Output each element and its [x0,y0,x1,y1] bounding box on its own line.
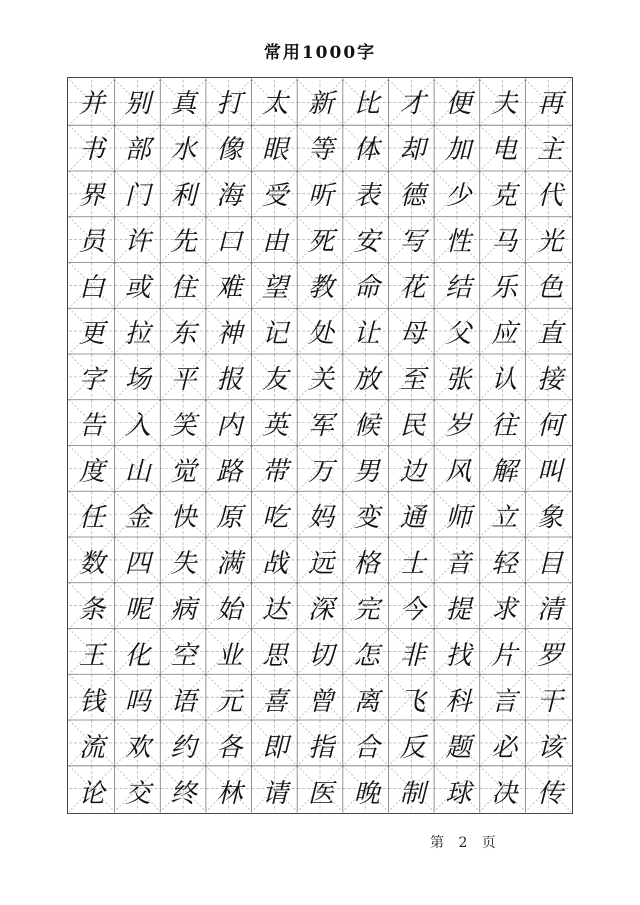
practice-grid-sheet [67,77,573,814]
character-cell: 飞 [399,686,426,717]
character-cell: 四 [124,548,151,579]
character-cell: 比 [353,89,380,120]
character-cell: 神 [216,319,243,350]
character-cell: 难 [216,273,243,304]
character-cell: 报 [216,365,243,396]
character-cell: 欢 [124,732,151,763]
character-cell: 反 [399,732,426,763]
character-cell: 内 [216,411,243,442]
character-cell: 吃 [262,502,289,533]
character-cell: 父 [445,319,472,350]
character-cell: 即 [262,732,289,763]
character-cell: 应 [491,319,518,350]
character-cell: 先 [170,227,197,258]
character-cell: 光 [537,227,564,258]
character-cell: 马 [491,227,518,258]
character-cell: 别 [124,89,151,120]
character-cell: 结 [445,273,472,304]
character-cell: 罗 [537,640,564,671]
character-cell: 叫 [537,456,564,487]
character-cell: 再 [537,89,564,120]
character-cell: 曾 [307,686,334,717]
character-cell: 论 [78,778,105,809]
character-cell: 请 [262,778,289,809]
character-cell: 完 [353,594,380,625]
character-cell: 便 [445,89,472,120]
character-cell: 受 [262,181,289,212]
character-cell: 业 [216,640,243,671]
character-cell: 元 [216,686,243,717]
character-cell: 门 [124,181,151,212]
character-cell: 由 [262,227,289,258]
character-cell: 员 [78,227,105,258]
character-cell: 路 [216,456,243,487]
character-cell: 通 [399,502,426,533]
character-cell: 新 [307,89,334,120]
character-cell: 士 [399,548,426,579]
character-cell: 男 [353,456,380,487]
character-cell: 让 [353,319,380,350]
character-cell: 决 [491,778,518,809]
character-cell: 妈 [307,502,334,533]
character-cell: 觉 [170,456,197,487]
character-cell: 教 [307,273,334,304]
character-cell: 医 [307,778,334,809]
character-cell: 始 [216,594,243,625]
character-cell: 接 [537,365,564,396]
character-cell: 打 [216,89,243,120]
character-cell: 音 [445,548,472,579]
character-cell: 找 [445,640,472,671]
character-cell: 更 [78,319,105,350]
character-cell: 至 [399,365,426,396]
character-cell: 死 [307,227,334,258]
character-cell: 目 [537,548,564,579]
character-cell: 许 [124,227,151,258]
character-cell: 度 [78,456,105,487]
character-cell: 钱 [78,686,105,717]
character-cell: 思 [262,640,289,671]
character-cell: 非 [399,640,426,671]
character-cell: 科 [445,686,472,717]
character-cell: 任 [78,502,105,533]
character-cell: 东 [170,319,197,350]
character-cell: 病 [170,594,197,625]
character-cell: 界 [78,181,105,212]
character-cell: 乐 [491,273,518,304]
character-cell: 命 [353,273,380,304]
character-cell: 拉 [124,319,151,350]
character-cell: 各 [216,732,243,763]
character-cell: 记 [262,319,289,350]
page-title: 常用1000字 [263,43,377,63]
character-cell: 望 [262,273,289,304]
character-cell: 才 [399,89,426,120]
character-cell: 带 [262,456,289,487]
character-cell: 岁 [445,411,472,442]
character-cell: 军 [307,411,334,442]
character-cell: 林 [216,778,243,809]
character-cell: 喜 [262,686,289,717]
character-cell: 原 [216,502,243,533]
character-cell: 听 [307,181,334,212]
character-cell: 题 [445,732,472,763]
character-cell: 言 [491,686,518,717]
character-cell: 今 [399,594,426,625]
character-cell: 关 [307,365,334,396]
character-cell: 指 [307,732,334,763]
character-cell: 变 [353,502,380,533]
character-cell: 终 [170,778,197,809]
character-cell: 达 [262,594,289,625]
character-cell: 电 [491,135,518,166]
character-cell: 平 [170,365,197,396]
character-cell: 金 [124,502,151,533]
character-cell: 放 [353,365,380,396]
character-cell: 山 [124,456,151,487]
character-cell: 求 [491,594,518,625]
character-cell: 张 [445,365,472,396]
character-cell: 满 [216,548,243,579]
character-cell: 太 [262,89,289,120]
character-cell: 主 [537,135,564,166]
character-cell: 口 [216,227,243,258]
character-cell: 性 [445,227,472,258]
character-cell: 深 [307,594,334,625]
character-cell: 加 [445,135,472,166]
character-cell: 该 [537,732,564,763]
character-cell: 往 [491,411,518,442]
character-cell: 清 [537,594,564,625]
character-cell: 合 [353,732,380,763]
character-cell: 王 [78,640,105,671]
character-cell: 立 [491,502,518,533]
character-cell: 干 [537,686,564,717]
character-cell: 晚 [353,778,380,809]
character-cell: 夫 [491,89,518,120]
character-cell: 表 [353,181,380,212]
character-cell: 解 [491,456,518,487]
character-cell: 入 [124,411,151,442]
character-cell: 制 [399,778,426,809]
character-cell: 克 [491,181,518,212]
character-cell: 何 [537,411,564,442]
character-cell: 色 [537,273,564,304]
character-cell: 水 [170,135,197,166]
character-cell: 英 [262,411,289,442]
character-cell: 却 [399,135,426,166]
character-cell: 球 [445,778,472,809]
character-cell: 或 [124,273,151,304]
character-cell: 切 [307,640,334,671]
character-cell: 条 [78,594,105,625]
character-cell: 流 [78,732,105,763]
character-cell: 直 [537,319,564,350]
page-number: 第 2 页 [430,835,496,851]
character-cell: 写 [399,227,426,258]
character-cell: 数 [78,548,105,579]
character-cell: 认 [491,365,518,396]
character-cell: 轻 [491,548,518,579]
character-cell: 远 [307,548,334,579]
character-cell: 象 [537,502,564,533]
character-cell: 白 [78,273,105,304]
character-cell: 空 [170,640,197,671]
character-cell: 化 [124,640,151,671]
character-cell: 吗 [124,686,151,717]
character-cell: 眼 [262,135,289,166]
character-cell: 片 [491,640,518,671]
character-cell: 海 [216,181,243,212]
character-cell: 师 [445,502,472,533]
character-cell: 交 [124,778,151,809]
character-cell: 传 [537,778,564,809]
character-cell: 战 [262,548,289,579]
character-cell: 书 [78,135,105,166]
character-cell: 民 [399,411,426,442]
character-cell: 并 [78,89,105,120]
character-cell: 格 [353,548,380,579]
character-cell: 字 [78,365,105,396]
character-cell: 部 [124,135,151,166]
character-cell: 代 [537,181,564,212]
character-cell: 场 [124,365,151,396]
character-cell: 花 [399,273,426,304]
character-cell: 离 [353,686,380,717]
character-cell: 万 [307,456,334,487]
character-cell: 安 [353,227,380,258]
character-cell: 像 [216,135,243,166]
character-cell: 处 [307,319,334,350]
character-cell: 约 [170,732,197,763]
character-cell: 失 [170,548,197,579]
character-cell: 利 [170,181,197,212]
character-cell: 母 [399,319,426,350]
character-cell: 语 [170,686,197,717]
character-cell: 边 [399,456,426,487]
character-cell: 等 [307,135,334,166]
character-cell: 友 [262,365,289,396]
character-cell: 候 [353,411,380,442]
character-cell: 风 [445,456,472,487]
character-cell: 怎 [353,640,380,671]
character-cell: 告 [78,411,105,442]
character-cell: 必 [491,732,518,763]
character-cell: 呢 [124,594,151,625]
character-cell: 提 [445,594,472,625]
character-cell: 少 [445,181,472,212]
character-cell: 真 [170,89,197,120]
character-cell: 笑 [170,411,197,442]
character-cell: 快 [170,502,197,533]
character-cell: 德 [399,181,426,212]
character-cell: 住 [170,273,197,304]
character-cell: 体 [353,135,380,166]
